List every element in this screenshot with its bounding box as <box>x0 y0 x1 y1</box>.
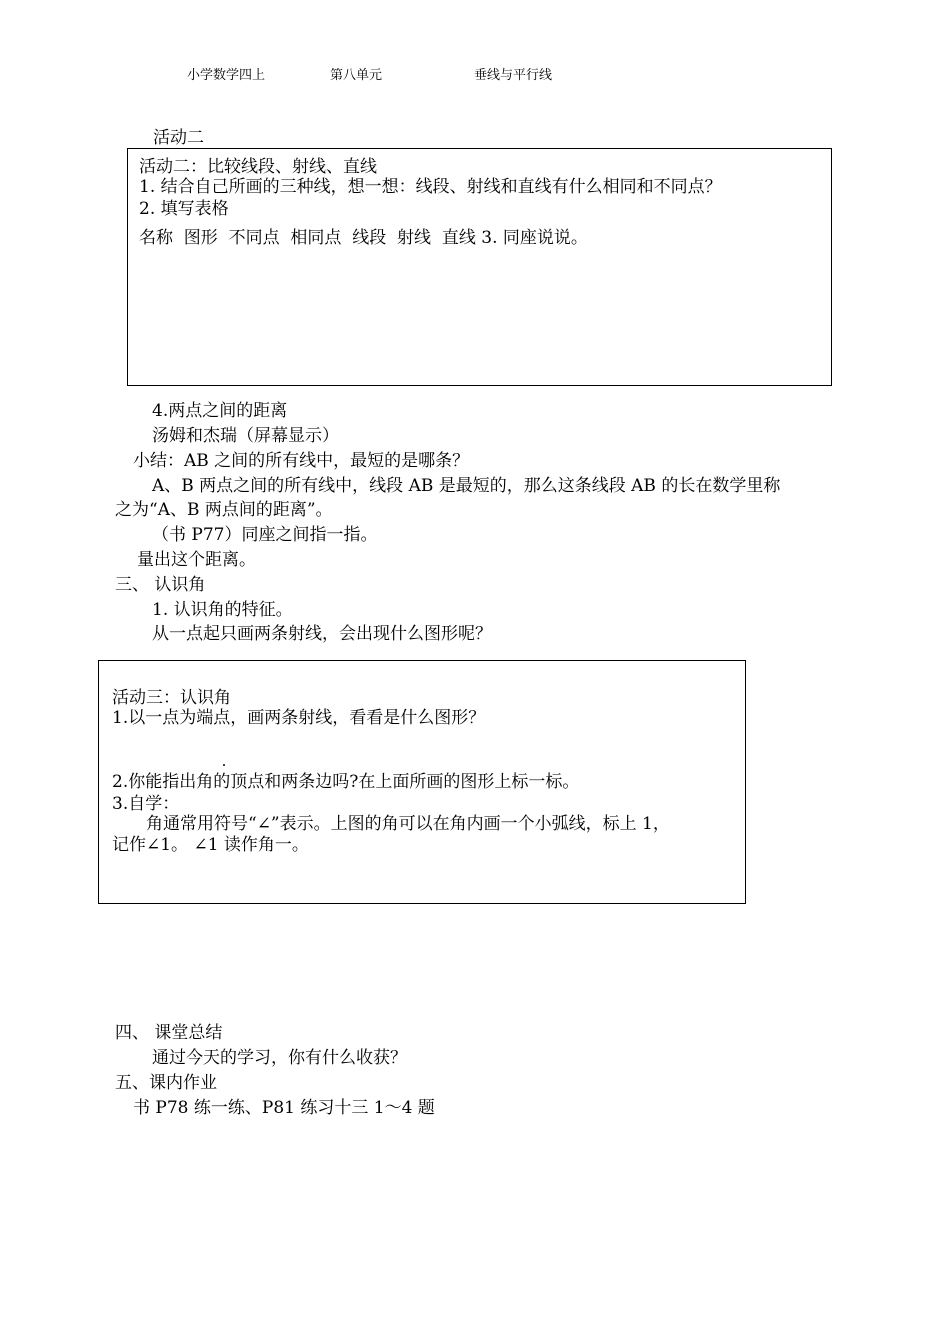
explain-line-2: 之为“A、B 两点间的距离”。 <box>115 500 333 520</box>
activity2-title: 活动二：比较线段、射线、直线 <box>139 157 377 177</box>
distance-heading: 4.两点之间的距离 <box>152 401 288 421</box>
header-unit: 第八单元 <box>330 68 383 83</box>
activity3-question-2: 2.你能指出角的顶点和两条边吗?在上面所画的图形上标一标。 <box>112 772 580 792</box>
tom-jerry-line: 汤姆和杰瑞（屏幕显示） <box>152 426 339 446</box>
activity2-label: 活动二 <box>153 128 204 148</box>
activity3-para-line-1: 角通常用符号“∠”表示。上图的角可以在角内画一个小弧线，标上 1， <box>146 814 670 834</box>
activity2-table-line: 名称 图形 不同点 相同点 线段 射线 直线 3. 同座说说。 <box>139 228 588 248</box>
activity3-para-line-2: 记作∠1。 ∠1 读作角一。 <box>112 835 309 855</box>
section3-question: 从一点起只画两条射线，会出现什么图形呢？ <box>152 624 492 644</box>
summary-line: 小结：AB 之间的所有线中，最短的是哪条？ <box>133 451 470 471</box>
section4-question: 通过今天的学习，你有什么收获？ <box>152 1048 407 1068</box>
section3-item-1: 1. 认识角的特征。 <box>152 600 293 620</box>
activity2-question-1: 1. 结合自己所画的三种线，想一想：线段、射线和直线有什么相同和不同点？ <box>139 177 722 197</box>
activity3-question-1: 1.以一点为端点，画两条射线，看看是什么图形？ <box>112 708 486 728</box>
book-reference: （书 P77）同座之间指一指。 <box>152 525 378 545</box>
homework-line: 书 P78 练一练、P81 练习十三 1～4 题 <box>133 1098 435 1118</box>
section4-heading: 四、 课堂总结 <box>115 1023 223 1043</box>
activity2-question-2: 2. 填写表格 <box>139 199 229 219</box>
header-subject: 小学数学四上 <box>187 68 266 83</box>
activity3-title: 活动三：认识角 <box>112 688 231 708</box>
explain-line-1: A、B 两点之间的所有线中，线段 AB 是最短的，那么这条线段 AB 的长在数学里称 <box>152 476 781 496</box>
activity3-question-3: 3.自学： <box>112 794 180 814</box>
header-topic: 垂线与平行线 <box>474 68 553 83</box>
section3-heading: 三、 认识角 <box>115 575 206 595</box>
section5-heading: 五、课内作业 <box>115 1073 217 1093</box>
vertex-point <box>223 764 225 766</box>
measure-line: 量出这个距离。 <box>137 550 256 570</box>
